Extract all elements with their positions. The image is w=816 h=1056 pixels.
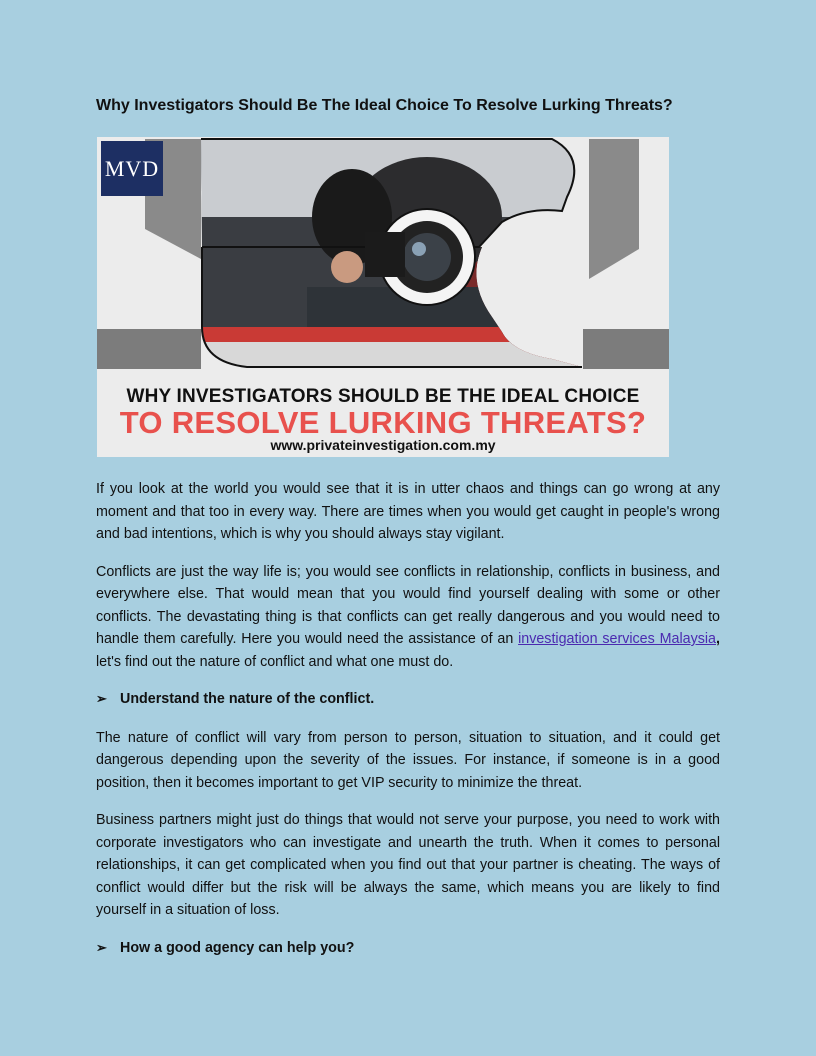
article-body — [96, 478, 720, 975]
right-gray-shape — [589, 139, 639, 279]
banner-website-url: www.privateinvestigation.com.my — [270, 437, 496, 453]
paragraph-nature: The nature of conflict will vary from person to person, situation to situation, and it could get dangerous depending upon the severity of the issues. For instance, if someone is in a good position, then it becomes important to get VIP security to minimize the threat. — [96, 729, 720, 791]
paragraph-intro: If you look at the world you would see that it is in utter chaos and things can go wrong at any moment and that too in every way. There are times when you would get caught in people's wrong and bad intentions, which is why you should always stay vigilant. — [96, 481, 720, 542]
article-banner-image — [97, 137, 669, 457]
paragraph-business: Business partners might just do things that would not serve your purpose, you need to work with corporate investigators who can investigate and unearth the truth. When it comes to personal relationships, it can get complicated when you find out that your partner is cheating. The ways of conflict would differ but the risk will be always the same, which means you are likely to find yourself in a situation of loss. — [96, 812, 720, 918]
banner-headline-line1: WHY INVESTIGATORS SHOULD BE THE IDEAL CHOICE — [126, 386, 640, 407]
paragraph-comma: , — [716, 631, 720, 647]
page-title: Why Investigators Should Be The Ideal Choice To Resolve Lurking Threats? — [96, 97, 673, 114]
paragraph-conflicts-text: Conflicts are just the way life is; you would see conflicts in relationship, conflicts in business, and everywhere else. That would mean that you would find yourself dealing with some or other conflicts. The devastating thing is that conflicts can get really dangerous and you would need to handle them carefully. Here you would need the assistance of an — [96, 563, 720, 647]
investigation-services-link[interactable]: investigation services Malaysia — [518, 631, 716, 647]
banner-headline-line2: TO RESOLVE LURKING THREATS? — [119, 405, 647, 440]
paragraph-conflicts — [96, 561, 720, 674]
arrow-bullet-icon: ➢ — [96, 939, 107, 955]
right-gray-bar — [583, 329, 669, 369]
arrow-bullet-icon: ➢ — [96, 691, 107, 706]
section-heading-text: How a good agency can help you? — [120, 939, 355, 956]
mvd-logo: MVD — [101, 141, 163, 196]
left-gray-bar — [97, 329, 201, 369]
section-heading-agency — [96, 937, 720, 960]
paragraph-conflicts-tail: let's find out the nature of conflict and what one must do. — [96, 653, 454, 670]
section-heading-nature — [96, 688, 720, 711]
section-heading-text: Understand the nature of the conflict. — [120, 691, 375, 707]
